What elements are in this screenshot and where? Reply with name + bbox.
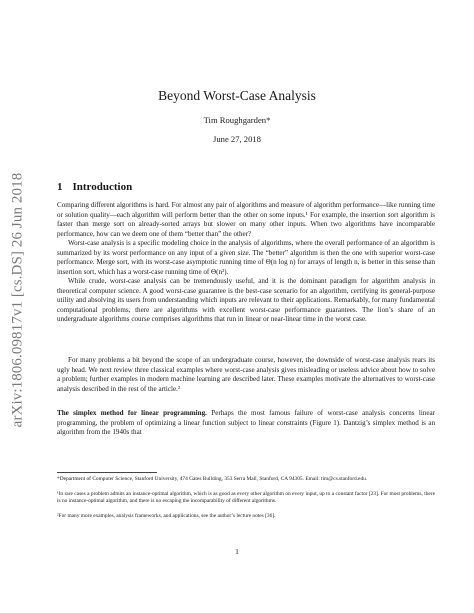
arxiv-identifier: arXiv:1806.09817v1 [cs.DS] 26 Jun 2018 bbox=[9, 172, 26, 428]
section-title: Introduction bbox=[72, 181, 133, 193]
paragraph-2 bbox=[57, 239, 435, 277]
section-number: 1 bbox=[57, 181, 63, 193]
footnote-rule bbox=[57, 472, 157, 473]
footnote-1: ¹In rare cases a problem admits an instance-optimal algorithm, which is as good as every other algorithm on every input, up to a constant factor [23]. For most problems, there is no instance-optimal algorithm, and there is no escaping the incomparability of different algorithms. bbox=[57, 491, 435, 505]
arxiv-identifier-sidebar bbox=[6, 150, 30, 450]
paragraph-1-text: Comparing different algorithms is hard. For almost any pair of algorithms and measure of algorithm performance—like running time or solution quality—each algorithm will perform better than the other on some inputs.¹ For example, the insertion sort algorithm is faster than merge sort on already-sorted arrays but slower on many other inputs. When two algorithms have incomparable performance, how can we deem one of them “better than” the other? bbox=[57, 201, 435, 238]
footnote-affiliation: *Department of Computer Science, Stanford University, 474 Gates Building, 353 Serra Mall, Stanford, CA 94305. Email: tim@cs.stanford.edu. bbox=[57, 476, 368, 482]
paragraph-1 bbox=[57, 201, 435, 239]
paragraph-4 bbox=[57, 356, 435, 394]
paragraph-5 bbox=[57, 409, 435, 438]
footnote-2: ²For many more examples, analysis frameworks, and applications, see the author’s lecture notes [36]. bbox=[57, 513, 276, 519]
paragraph-5-text bbox=[57, 409, 435, 438]
paper-date: June 27, 2018 bbox=[213, 134, 261, 144]
paragraph-3 bbox=[57, 277, 435, 325]
paper-title: Beyond Worst-Case Analysis bbox=[158, 88, 316, 103]
paragraph-2-text: Worst-case analysis is a specific modeling choice in the analysis of algorithms, where the overall performance of an algorithm is summarized by its worst performance on any input of a given size. The “better” algorithm is then the one with superior worst-case performance. Merge sort, with its worst-case asymptotic running time of Θ(n log n) for arrays of length n, is better in this sense than insertion sort, which has a worst-case running time of Θ(n²). bbox=[57, 239, 435, 276]
paragraph-5-body: Perhaps the most famous failure of worst-case analysis concerns linear programming, the problem of optimizing a linear function subject to linear constraints (Figure 1). Dantzig’s simplex method is an algorithm from the 1940s that bbox=[57, 409, 435, 437]
paragraph-3-text: While crude, worst-case analysis can be tremendously useful, and it is the dominant paradigm for algorithm analysis in theoretical computer science. A good worst-case guarantee is the best-case scenario for an algorithm, certifying its general-purpose utility and absolving its users from understanding which inputs are relevant to their applications. Remarkably, for many fundamental computational problems, there are algorithms with excellent worst-case performance guarantees. The lion’s share of an undergraduate algorithms course comprises algorithms that run in linear or near-linear time in the worst case. bbox=[57, 277, 435, 324]
paper-author: Tim Roughgarden* bbox=[203, 115, 271, 125]
page-number: 1 bbox=[235, 547, 239, 556]
paragraph-5-heading: The simplex method for linear programming. bbox=[57, 409, 207, 417]
section-heading bbox=[57, 181, 132, 193]
paragraph-4-text: For many problems a bit beyond the scope of an undergraduate course, however, the downside of worst-case analysis rears its ugly head. We next review three classical examples where worst-case analysis gives misleading or useless advice about how to solve a problem; further examples in modern machine learning are described later. These examples motivate the alternatives to worst-case analysis described in the rest of the article.² bbox=[57, 356, 435, 393]
